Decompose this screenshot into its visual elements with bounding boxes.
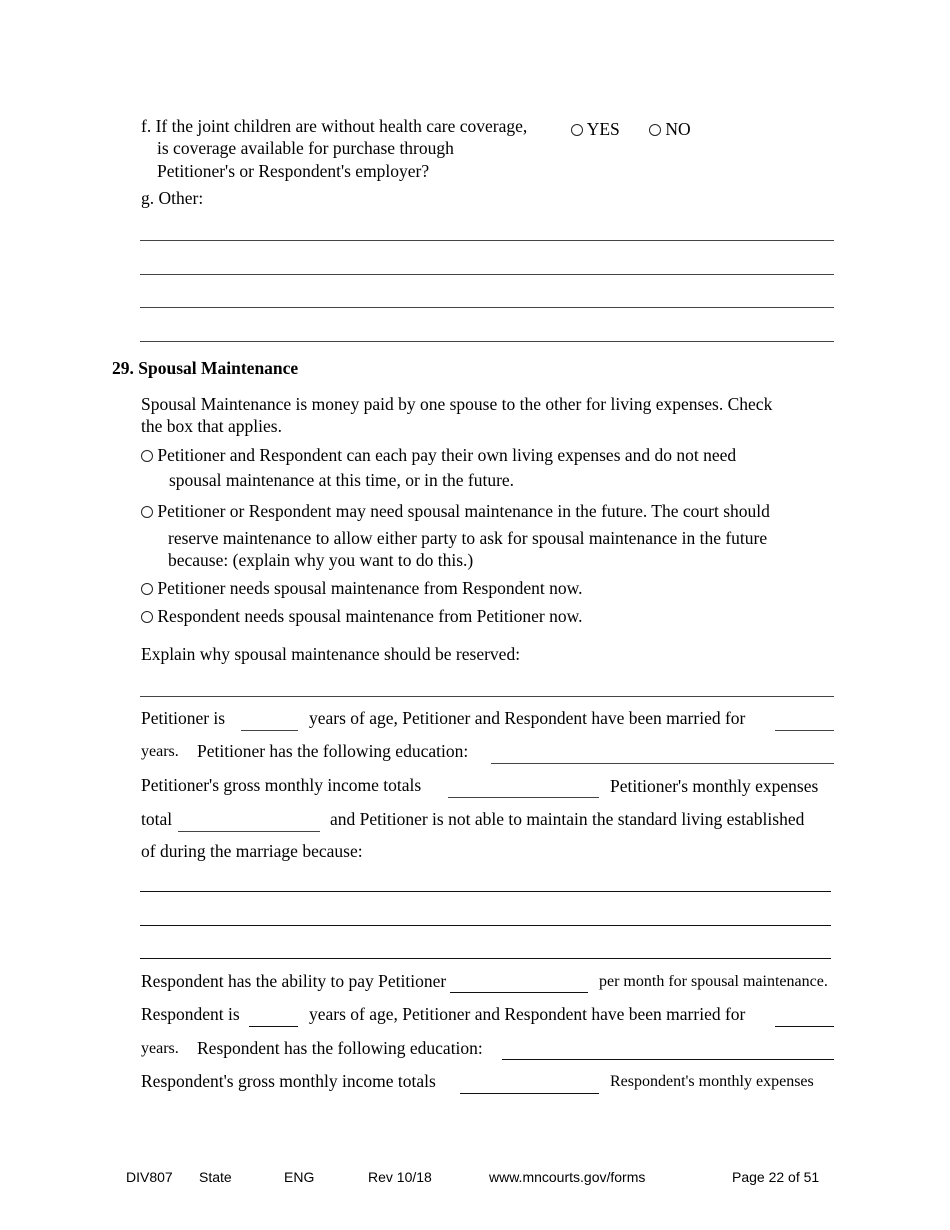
footer-state: State — [199, 1169, 232, 1185]
because-line-2[interactable] — [140, 925, 831, 926]
footer-form-code: DIV807 — [126, 1169, 173, 1185]
petitioner-income-label: Petitioner's gross monthly income totals — [141, 775, 422, 795]
petitioner-age-married-label: years of age, Petitioner and Respondent have been married for — [309, 708, 746, 728]
other-line-4[interactable] — [140, 341, 834, 342]
footer-revision: Rev 10/18 — [368, 1169, 432, 1185]
respondent-age-field[interactable] — [249, 1026, 298, 1027]
option-1-radio[interactable] — [141, 450, 153, 462]
option-3-label: Petitioner needs spousal maintenance from Respondent now. — [157, 578, 583, 598]
petitioner-expenses-field[interactable] — [178, 831, 320, 832]
petitioner-education-field[interactable] — [491, 763, 834, 764]
because-line-3[interactable] — [140, 958, 831, 959]
respondent-age-married-label: years of age, Petitioner and Respondent have been married for — [309, 1004, 746, 1024]
petitioner-age-field[interactable] — [241, 730, 298, 731]
respondent-income-label: Respondent's gross monthly income totals — [141, 1071, 436, 1091]
explain-line[interactable] — [140, 696, 834, 697]
respondent-per-month-label: per month for spousal maintenance. — [599, 973, 828, 990]
other-line-3[interactable] — [140, 307, 834, 308]
respondent-ability-label: Respondent has the ability to pay Petitioner — [141, 971, 447, 991]
respondent-education-label: Respondent has the following education: — [197, 1038, 483, 1058]
petitioner-income-field[interactable] — [448, 797, 599, 798]
yes-radio[interactable] — [571, 124, 583, 136]
petitioner-total-label: total — [141, 809, 173, 829]
option-4-label: Respondent needs spousal maintenance from Petitioner now. — [157, 606, 583, 626]
option-2-line2: reserve maintenance to allow either party to ask for spousal maintenance in the future — [168, 528, 768, 548]
respondent-years-label: years. — [141, 1040, 179, 1057]
option-2[interactable] — [141, 500, 770, 522]
respondent-education-field[interactable] — [502, 1059, 834, 1060]
petitioner-education-label: Petitioner has the following education: — [197, 741, 469, 761]
option-1[interactable] — [141, 444, 736, 466]
petitioner-during-label: of during the marriage because: — [141, 841, 363, 861]
option-4-radio[interactable] — [141, 611, 153, 623]
footer-language: ENG — [284, 1169, 315, 1185]
no-radio[interactable] — [649, 124, 661, 136]
petitioner-unable-label: and Petitioner is not able to maintain the standard living established — [330, 809, 805, 829]
option-4[interactable] — [141, 605, 582, 627]
intro-line2: the box that applies. — [141, 416, 282, 436]
option-3[interactable] — [141, 577, 582, 599]
footer-url[interactable]: www.mncourts.gov/forms — [489, 1169, 646, 1185]
no-option[interactable] — [649, 118, 691, 140]
respondent-pay-field[interactable] — [450, 992, 588, 993]
other-line-2[interactable] — [140, 274, 834, 275]
petitioner-married-years-field[interactable] — [775, 730, 834, 731]
option-2-line3: because: (explain why you want to do this.) — [168, 550, 474, 570]
petitioner-years-label: years. — [141, 743, 179, 760]
question-g-label: g. Other: — [141, 188, 204, 208]
because-line-1[interactable] — [140, 891, 831, 892]
respondent-married-years-field[interactable] — [775, 1026, 834, 1027]
respondent-is-label: Respondent is — [141, 1004, 240, 1024]
question-f-line1: f. If the joint children are without health care coverage, — [141, 116, 528, 136]
yes-label: YES — [586, 119, 620, 139]
respondent-expenses-label: Respondent's monthly expenses — [610, 1073, 814, 1090]
option-2-line1: Petitioner or Respondent may need spousal maintenance in the future. The court should — [157, 501, 770, 521]
petitioner-is-label: Petitioner is — [141, 708, 226, 728]
option-2-radio[interactable] — [141, 506, 153, 518]
question-f-line3: Petitioner's or Respondent's employer? — [157, 161, 430, 181]
footer-page-number: Page 22 of 51 — [732, 1169, 820, 1185]
respondent-income-field[interactable] — [460, 1093, 599, 1094]
other-line-1[interactable] — [140, 240, 834, 241]
petitioner-expenses-label: Petitioner's monthly expenses — [610, 776, 819, 796]
explain-label: Explain why spousal maintenance should be reserved: — [141, 644, 521, 664]
option-1-line1: Petitioner and Respondent can each pay their own living expenses and do not need — [157, 445, 737, 465]
section-heading: 29. Spousal Maintenance — [112, 358, 299, 378]
no-label: NO — [665, 119, 691, 139]
option-3-radio[interactable] — [141, 583, 153, 595]
option-1-line2: spousal maintenance at this time, or in the future. — [169, 470, 515, 490]
question-f-line2: is coverage available for purchase through — [157, 138, 454, 158]
yes-option[interactable] — [571, 118, 620, 140]
intro-line1: Spousal Maintenance is money paid by one spouse to the other for living expenses. Check — [141, 394, 773, 414]
